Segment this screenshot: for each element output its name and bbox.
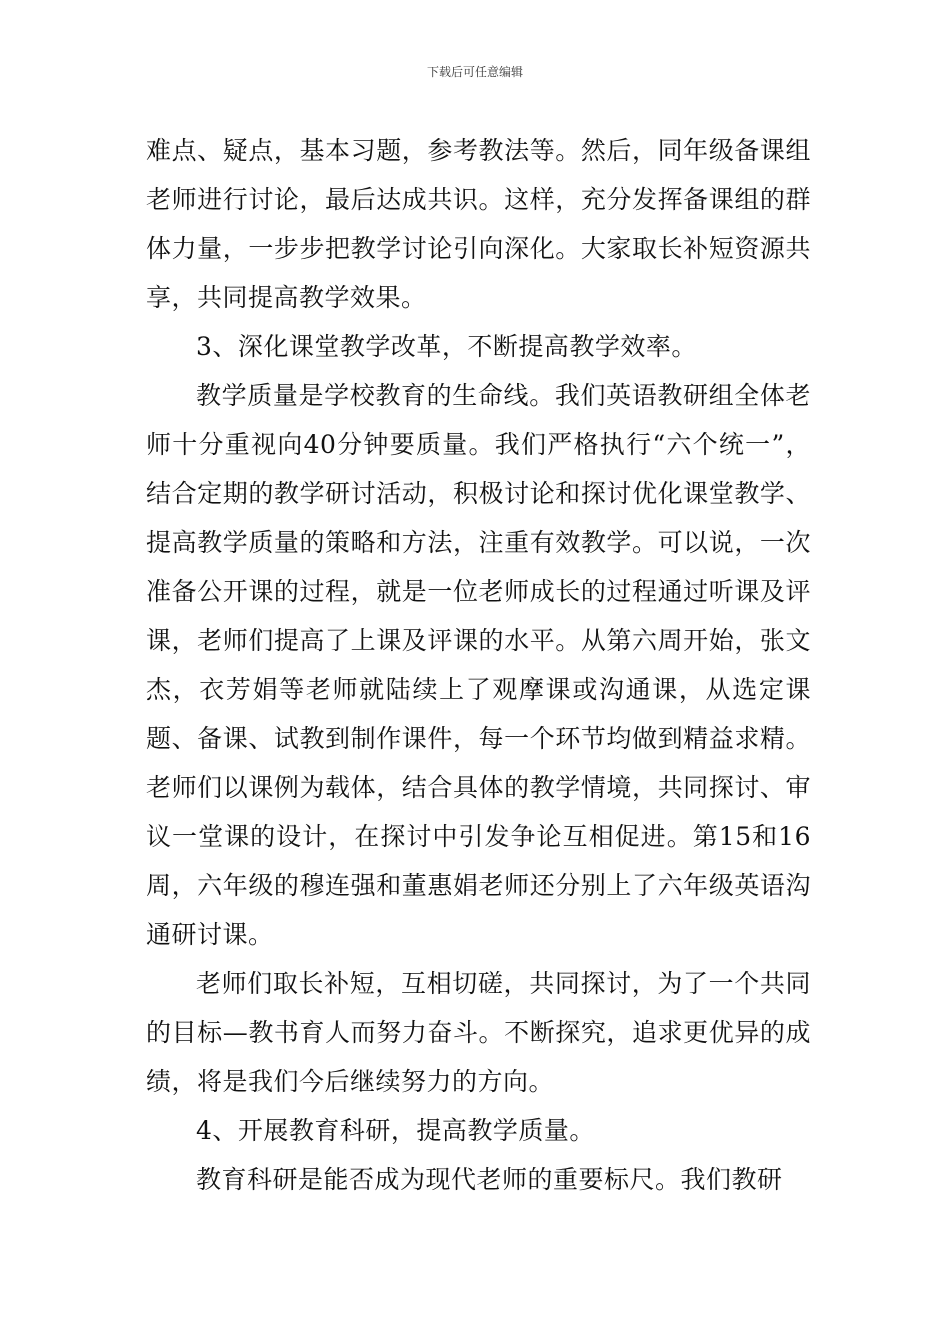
page-header: 下载后可任意编辑: [426, 65, 523, 79]
paragraph: 教学质量是学校教育的生命线。我们英语教研组全体老师十分重视向40分钟要质量。我们严格执行“六个统一”，结合定期的教学研讨活动，积极讨论和探讨优化课堂教学、提高教学质量的策略和方法，注重有效教学。可以说，一次准备公开课的过程，就是一位老师成长的过程通过听课及评课，老师们提高了上课及评课的水平。从第六周开始，张文杰，衣芳娟等老师就陆续上了观摩课或沟通课，从选定课题、备课、试教到制作课件，每一个环节均做到精益求精。老师们以课例为载体，结合具体的教学情境，共同探讨、审议一堂课的设计，在探讨中引发争论互相促进。第15和16周，六年级的穆连强和董惠娟老师还分别上了六年级英语沟通研讨课。: [146, 381, 811, 949]
section-heading: 4、开展教育科研，提高教学质量。: [196, 1116, 595, 1145]
paragraph: 老师们取长补短，互相切磋，共同探讨，为了一个共同的目标—教书育人而努力奋斗。不断探究，追求更优异的成绩，将是我们今后继续努力的方向。: [146, 969, 811, 1096]
paragraph: 难点、疑点，基本习题，参考教法等。然后，同年级备课组老师进行讨论，最后达成共识。这样，充分发挥备课组的群体力量，一步步把教学讨论引向深化。大家取长补短资源共享，共同提高教学效果。: [146, 136, 811, 312]
document-body: [146, 126, 811, 1204]
section-heading: 3、深化课堂教学改革，不断提高教学效率。: [196, 332, 697, 361]
paragraph: 教育科研是能否成为现代老师的重要标尺。我们教研: [196, 1165, 783, 1194]
